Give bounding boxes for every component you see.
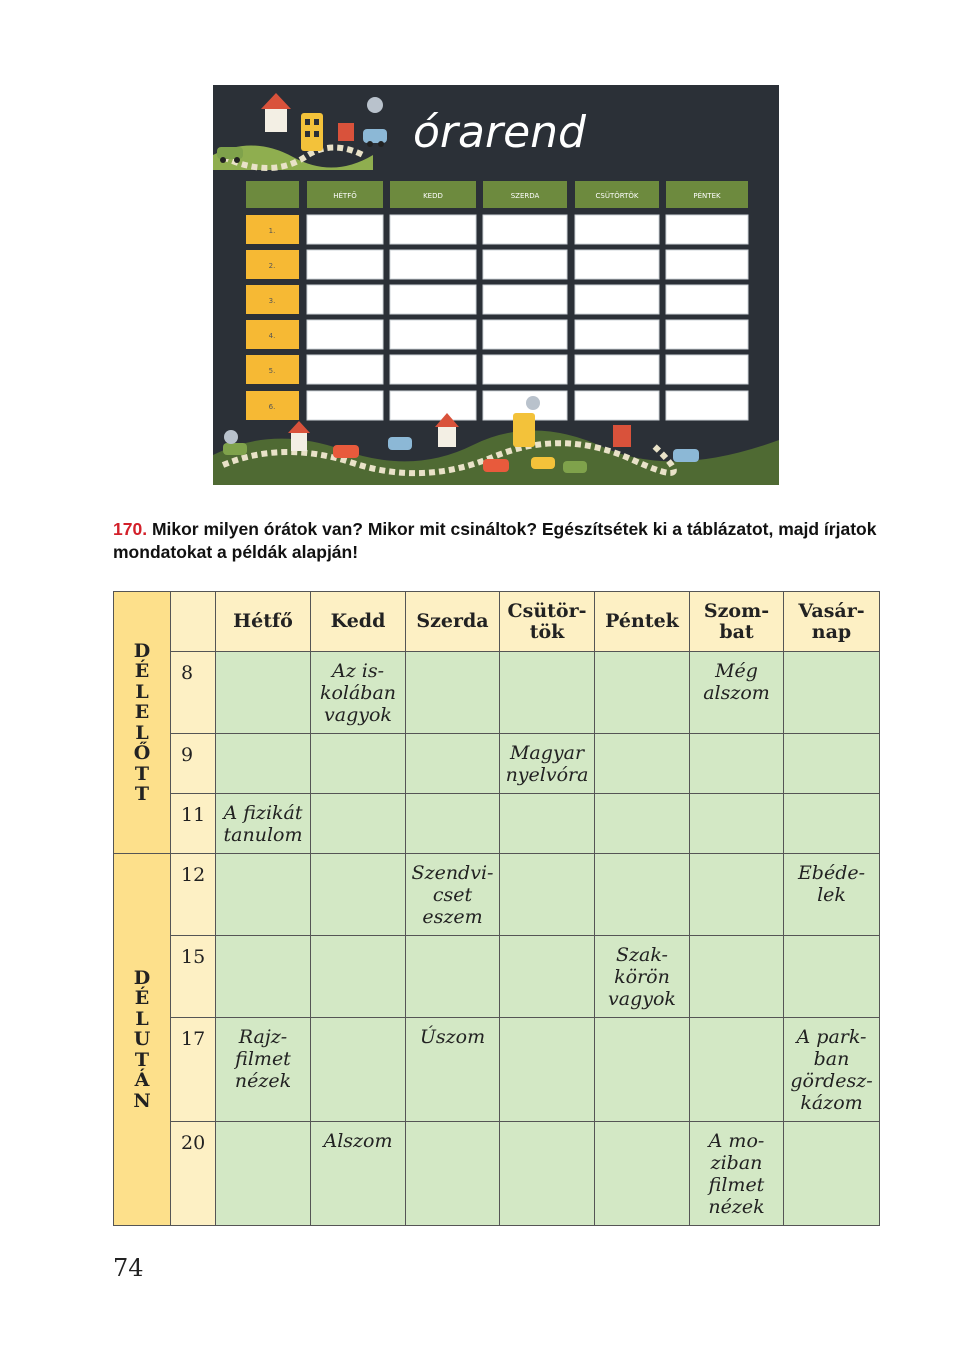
day-header: Hétfő — [216, 592, 311, 652]
morning-letter: L — [135, 721, 149, 744]
svg-text:4.: 4. — [268, 332, 276, 340]
table-corner-cell — [171, 592, 216, 652]
afternoon-letter: T — [134, 1048, 150, 1071]
hour-cell: 12 — [171, 854, 216, 936]
afternoon-label — [114, 854, 171, 1226]
schedule-cell[interactable] — [595, 794, 690, 854]
morning-letter: E — [134, 701, 150, 723]
hour-cell: 11 — [171, 794, 216, 854]
afternoon-letter: É — [134, 987, 150, 1010]
schedule-cell[interactable]: A park- ban gördesz- kázom — [784, 1018, 880, 1122]
day-header: Kedd — [311, 592, 406, 652]
svg-text:3.: 3. — [268, 297, 276, 305]
hour-cell: 8 — [171, 652, 216, 734]
svg-text:PÉNTEK: PÉNTEK — [693, 192, 721, 200]
morning-letter: Ő — [133, 742, 151, 764]
schedule-cell[interactable] — [500, 936, 595, 1018]
schedule-cell[interactable] — [500, 794, 595, 854]
table-row — [114, 1122, 880, 1226]
schedule-cell[interactable] — [784, 652, 880, 734]
schedule-cell[interactable] — [311, 936, 406, 1018]
illustration-day-headers — [307, 181, 748, 208]
orarend-illustration — [213, 85, 779, 485]
schedule-cell[interactable]: Úszom — [406, 1018, 500, 1122]
schedule-cell[interactable]: Ebéde- lek — [784, 854, 880, 936]
schedule-cell[interactable]: Rajz- filmet nézek — [216, 1018, 311, 1122]
table-row — [114, 652, 880, 734]
table-row — [114, 734, 880, 794]
exercise-text: Mikor milyen órátok van? Mikor mit csináltok? Egészítsétek ki a táblázatot, majd írjatok mondatokat a példák alapján! — [113, 519, 877, 562]
schedule-cell[interactable] — [311, 1018, 406, 1122]
schedule-cell[interactable]: Még alszom — [690, 652, 784, 734]
exercise-number: 170. — [113, 519, 148, 539]
schedule-cell[interactable] — [500, 652, 595, 734]
illustration-title: órarend — [413, 107, 586, 158]
svg-text:KEDD: KEDD — [423, 192, 443, 200]
schedule-cell[interactable] — [216, 854, 311, 936]
morning-letter: L — [135, 680, 149, 703]
day-header: Csütör- tök — [500, 592, 595, 652]
hour-cell: 20 — [171, 1122, 216, 1226]
day-header: Vasár- nap — [784, 592, 880, 652]
morning-letter: D — [133, 639, 151, 662]
svg-text:SZERDA: SZERDA — [510, 192, 540, 200]
schedule-cell[interactable] — [406, 936, 500, 1018]
schedule-cell[interactable]: Magyar nyelvóra — [500, 734, 595, 794]
exercise-instruction — [113, 518, 883, 564]
table-header-row — [114, 592, 880, 652]
schedule-cell[interactable]: Szak- körön vagyok — [595, 936, 690, 1018]
afternoon-letter: N — [133, 1089, 151, 1112]
schedule-cell[interactable] — [784, 794, 880, 854]
schedule-cell[interactable] — [784, 936, 880, 1018]
svg-text:HÉTFŐ: HÉTFŐ — [333, 192, 357, 200]
day-header: Péntek — [595, 592, 690, 652]
schedule-cell[interactable] — [595, 734, 690, 794]
morning-label — [114, 592, 171, 854]
morning-letter: T — [134, 762, 150, 785]
schedule-cell[interactable] — [311, 734, 406, 794]
schedule-cell[interactable] — [784, 1122, 880, 1226]
table-row — [114, 936, 880, 1018]
table-row — [114, 854, 880, 936]
schedule-cell[interactable] — [690, 734, 784, 794]
schedule-cell[interactable] — [690, 936, 784, 1018]
schedule-cell[interactable] — [311, 854, 406, 936]
svg-text:6.: 6. — [268, 403, 276, 411]
schedule-cell[interactable] — [500, 1122, 595, 1226]
svg-text:CSÜTÖRTÖK: CSÜTÖRTÖK — [595, 192, 639, 200]
schedule-cell[interactable] — [406, 734, 500, 794]
schedule-cell[interactable] — [784, 734, 880, 794]
schedule-cell[interactable]: Szendvi- cset eszem — [406, 854, 500, 936]
hour-cell: 15 — [171, 936, 216, 1018]
schedule-cell[interactable] — [690, 854, 784, 936]
page-number: 74 — [113, 1254, 144, 1282]
day-header: Szerda — [406, 592, 500, 652]
table-row — [114, 794, 880, 854]
schedule-cell[interactable]: Alszom — [311, 1122, 406, 1226]
schedule-cell[interactable] — [406, 794, 500, 854]
schedule-cell[interactable] — [216, 936, 311, 1018]
schedule-cell[interactable]: A mo- ziban filmet nézek — [690, 1122, 784, 1226]
morning-letter: T — [134, 783, 150, 805]
schedule-cell[interactable] — [500, 1018, 595, 1122]
schedule-cell[interactable] — [690, 794, 784, 854]
hour-cell: 9 — [171, 734, 216, 794]
schedule-cell[interactable] — [216, 652, 311, 734]
svg-text:1.: 1. — [268, 227, 276, 235]
illustration-corner-cell — [246, 181, 299, 208]
schedule-cell[interactable] — [406, 652, 500, 734]
table-row — [114, 1018, 880, 1122]
afternoon-letter: D — [133, 966, 151, 989]
schedule-cell[interactable] — [595, 1018, 690, 1122]
svg-text:5.: 5. — [268, 367, 276, 375]
schedule-cell[interactable] — [216, 734, 311, 794]
afternoon-letter: L — [135, 1007, 149, 1030]
afternoon-letter: U — [133, 1028, 151, 1051]
morning-letter: É — [134, 660, 150, 682]
afternoon-letter: Á — [134, 1069, 150, 1092]
schedule-cell[interactable] — [595, 854, 690, 936]
schedule-cell[interactable]: A fizikát tanulom — [216, 794, 311, 854]
svg-text:2.: 2. — [268, 262, 276, 270]
schedule-cell[interactable] — [690, 1018, 784, 1122]
day-header: Szom- bat — [690, 592, 784, 652]
schedule-cell[interactable] — [595, 1122, 690, 1226]
hour-cell: 17 — [171, 1018, 216, 1122]
schedule-table — [113, 591, 880, 1226]
schedule-cell[interactable] — [216, 1122, 311, 1226]
schedule-cell[interactable] — [500, 854, 595, 936]
schedule-cell[interactable]: Az is- kolában vagyok — [311, 652, 406, 734]
schedule-cell[interactable] — [406, 1122, 500, 1226]
schedule-cell[interactable] — [311, 794, 406, 854]
schedule-cell[interactable] — [595, 652, 690, 734]
